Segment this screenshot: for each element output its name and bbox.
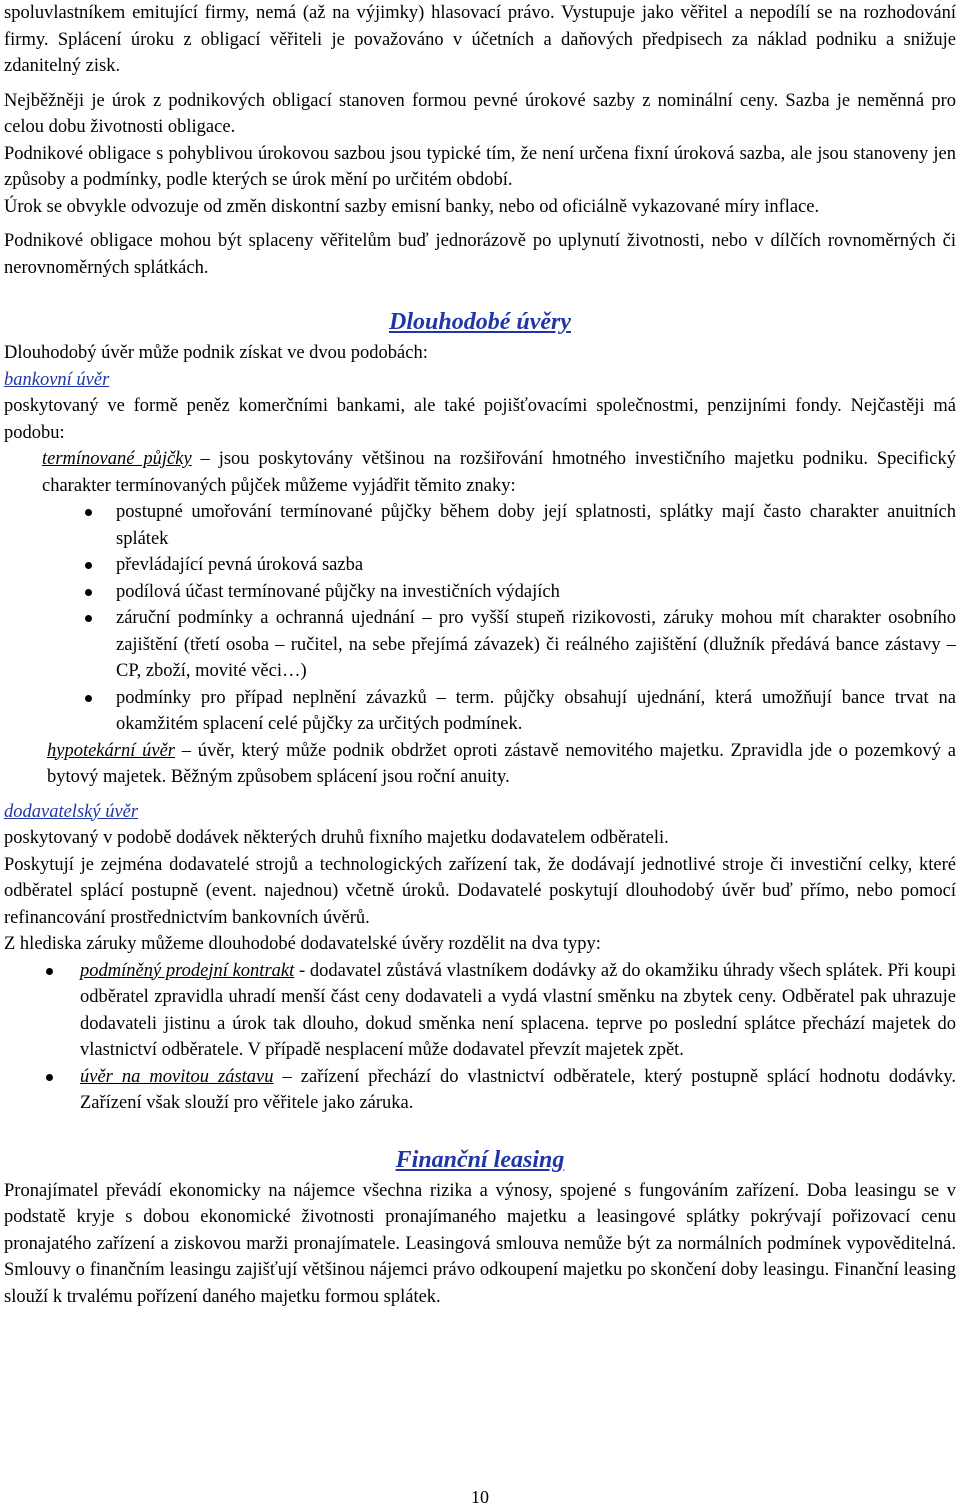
term-movita-zastava: úvěr na movitou zástavu [80, 1066, 274, 1087]
paragraph-dve-podoby: Dlouhodobý úvěr může podnik získat ve dvou podobách: [4, 343, 428, 363]
list-item [4, 958, 956, 1064]
term-podmineny-kontrakt: podmíněný prodejní kontrakt [80, 960, 295, 981]
paragraph-pohybliva-sazba: Podnikové obligace s pohyblivou úrokovou sazbou jsou typické tím, že není určena fixní úroková sazba, ale jsou stanoveny jen způsoby a podmínky, podle kterých se úrok mění po určitém období. [4, 143, 956, 190]
paragraph-obligace-intro: spoluvlastníkem emitující firmy, nemá (až na výjimky) hlasovací právo. Vystupuje jako věřitel a nepodílí se na rozhodování firmy. Splácení úroku z obligací věřiteli je považováno v účetních a daňových předpisech za náklad podniku a snižuje zdanitelný zisk. [4, 3, 956, 76]
podmineny-kontrakt-text: - dodavatel zůstává vlastníkem dodávky až do okamžiku úhrady všech splátek. Při koupi odběratel zpravidla uhradí menší část ceny dodavateli a vydá vlastní směnku na zbytek ceny. Odběratel pak uhrazuje dodavateli jistinu a úrok tak dlouho, dokud směnka není splacena. teprve po poslední splátce přechází majetek do vlastnictví odběratele. V případě nesplacení může dodavatel převzít majetek zpět. [80, 960, 956, 1060]
page-number: 10 [471, 1487, 489, 1507]
paragraph-dodavatelsky-uver: poskytovaný v podobě dodávek některých druhů fixního majetku dodavatelem odběrateli. [4, 828, 669, 848]
term-terminovane-pujcky: termínované půjčky [42, 449, 192, 469]
paragraph-splaceni-obligaci: Podnikové obligace mohou být splaceny věřitelům buď jednorázově po uplynutí životnosti, nebo v dílčích rovnoměrných či nerovnoměrných splátkách. [4, 231, 956, 278]
subheading-dodavatelsky-uver: dodavatelský úvěr [4, 801, 139, 822]
paragraph-odvozeni-uroku: Úrok se obvykle odvozuje od změn diskontní sazby emisní banky, nebo od oficiálně vykazované míry inflace. [4, 196, 820, 217]
paragraph-terminovane-pujcky [4, 446, 956, 499]
hypotekarni-uver-text: – úvěr, který může podnik obdržet oproti zástavě nemovitého majetku. Zpravidla jde o pozemkový a bytový majetek. Běžným způsobem splácení jsou roční anuity. [47, 740, 956, 787]
paragraph-dodavatele-stroju: Poskytují je zejména dodavatelé strojů a technologických zařízení tak, že dodávají jednotlivé stroje či investiční celky, které odběratel splácí postupně (event. najednou) včetně úroků. Dodavatelé poskytují dlouhodobý úvěr buď přímo, nebo pomocí refinancování prostřednictvím bankovních úvěrů. [4, 854, 956, 928]
list-item: podmínky pro případ neplnění závazků – term. půjčky obsahují ujednání, která umožňují bance trvat na okamžitém splacení celé půjčky za určitých podmínek. [4, 685, 956, 738]
list-item: podílová účast termínované půjčky na investičních výdajích [4, 579, 956, 606]
list-item: postupné umořování termínované půjčky během doby její splatnosti, splátky mají často charakter anuitních splátek [4, 499, 956, 552]
paragraph-financni-leasing: Pronajímatel převádí ekonomicky na nájemce všechna rizika a výnosy, spojené s fungováním zařízení. Doba leasingu se v podstatě kryje s dobou ekonomické životnosti pronajímaného majetku a leasingové splátky pokrývají pořizovací cenu pronajatého zařízení a ziskovou marži pronajímatele. Leasingová smlouva nemůže být za normálních podmínek vypověditelná. Smlouvy o finančním leasingu zajišťují většinou nájemci právo odkoupení majetku po skončení doby leasingu. Finanční leasing slouží k trvalému pořízení daného majetku formou splátek. [4, 1180, 956, 1307]
heading-financni-leasing: Finanční leasing [395, 1146, 565, 1173]
paragraph-typy-zaruky: Z hlediska záruky můžeme dlouhodobé dodavatelské úvěry rozdělit na dva typy: [4, 934, 601, 954]
movita-zastava-text: – zařízení přechází do vlastnictví odběratele, který postupně splácí hodnotu dodávky. Zařízení však slouží pro věřitele jako záruka. [80, 1066, 956, 1113]
paragraph-hypotekarni-uver [4, 738, 956, 791]
paragraph-pevna-sazba: Nejběžněji je úrok z podnikových obligací stanoven formou pevné úrokové sazby z nominální ceny. Sazba je neměnná pro celou dobu životnosti obligace. [4, 90, 956, 137]
subheading-bankovni-uver: bankovní úvěr [4, 369, 110, 390]
paragraph-bankovni-uver: poskytovaný ve formě peněz komerčními bankami, ale také pojišťovacími společnostmi, penzijními fondy. Nejčastěji má podobu: [4, 396, 956, 443]
list-item: převládající pevná úroková sazba [4, 552, 956, 579]
term-hypotekarni-uver: hypotekární úvěr [47, 740, 176, 761]
list-item: záruční podmínky a ochranná ujednání – pro vyšší stupeň rizikovosti, záruky mohou mít charakter osobního zajištění (třetí osoba – ručitel, na sebe přejímá závazek) či reálného zajištění (dlužník předává bance zástavy – CP, zboží, movité věci…) [4, 605, 956, 685]
list-item [4, 1064, 956, 1117]
heading-dlouhodobe-uvery: Dlouhodobé úvěry [389, 309, 571, 335]
terminovane-pujcky-text: – jsou poskytovány většinou na rozšiřování hmotného investičního majetku podniku. Specifický charakter termínovaných půjček můžeme vyjádřit těmito znaky: [42, 449, 956, 496]
list-znaky-terminovanych-pujcek [4, 499, 956, 738]
list-typy-dodavatelskych-uveru [4, 958, 956, 1117]
